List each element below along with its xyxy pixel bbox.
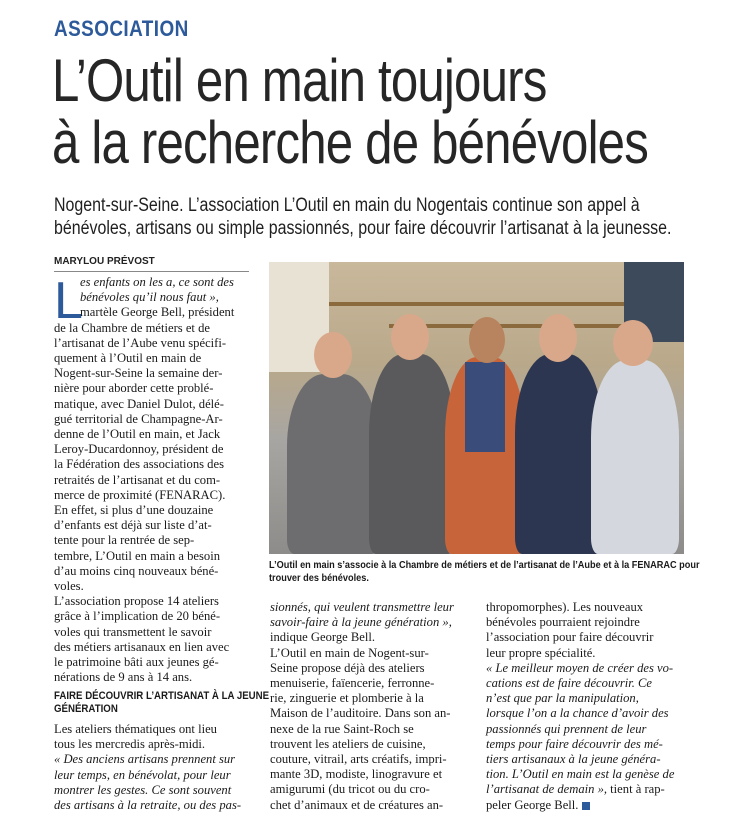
- photo-shirt: [465, 362, 505, 452]
- text-run: l’artisanat de l’Aube venu spécifi-: [54, 335, 227, 350]
- text-run: indique George Bell.: [270, 630, 376, 645]
- text-line: [486, 767, 684, 782]
- text-run: voles qui transmettent le savoir: [54, 624, 212, 639]
- photo-person: [369, 354, 455, 554]
- text-run: tion. L’Outil en main est la genèse de: [486, 767, 675, 782]
- text-line: [486, 798, 684, 813]
- text-run: des métiers artisanaux en lien avec: [54, 639, 230, 654]
- text-line: [270, 646, 467, 661]
- text-run: n’est que par la manipulation,: [486, 691, 639, 706]
- text-line: [486, 676, 684, 691]
- photo-person: [591, 360, 679, 554]
- text-run: grâce à l’implication de 20 béné-: [54, 609, 221, 624]
- text-line: [54, 594, 249, 609]
- subheading-line-1: FAIRE DÉCOUVRIR L’ARTISANAT À LA JEUNE: [54, 690, 270, 702]
- headline: [52, 47, 649, 176]
- text-run: amigurumi (du tricot ou du cro-: [270, 782, 430, 797]
- text-line: [54, 752, 249, 767]
- text-line: [54, 670, 249, 685]
- lede: [54, 194, 692, 240]
- text-run: montrer les gestes. Ce sont souvent: [54, 782, 232, 797]
- text-line: [486, 722, 684, 737]
- text-run: bénévoles pourraient rejoindre: [486, 615, 640, 630]
- text-run: matique, avec Daniel Dulot, délé-: [54, 396, 224, 411]
- text-line: [486, 737, 684, 752]
- text-run: trouvent les ateliers de cuisine,: [270, 736, 426, 751]
- text-line: [54, 625, 249, 640]
- text-line: [270, 676, 467, 691]
- headline-line-1: L’Outil en main toujours: [52, 47, 547, 114]
- text-line: [270, 752, 467, 767]
- text-run: quement à l’Outil en main de: [54, 351, 202, 366]
- photo-person-head: [469, 317, 505, 363]
- photo-person: [287, 374, 379, 554]
- text-run: l’artisanat de demain »,: [486, 782, 608, 797]
- lede-line-1: Nogent-sur-Seine. L’association L’Outil en main du Nogentais continue son appel à: [54, 195, 640, 216]
- text-line: [54, 798, 249, 813]
- text-run: L’association propose 14 ateliers: [54, 594, 219, 609]
- text-run: leur propre spécialité.: [486, 645, 596, 660]
- text-run: gué territorial de Champagne-Ar-: [54, 411, 223, 426]
- text-run: lorsque l’on a la chance d’avoir des: [486, 706, 669, 721]
- text-line: [486, 782, 684, 797]
- drop-cap: L: [54, 272, 83, 330]
- text-line: [486, 615, 684, 630]
- text-run: martèle George Bell, président: [80, 305, 235, 320]
- column-3: [486, 600, 684, 813]
- text-run: tient à rap-: [607, 782, 665, 797]
- lede-line-2: bénévoles, artisans ou simple passionnés, pour faire découvrir l’artisanat à la jeunesse.: [54, 218, 672, 239]
- text-line: [54, 321, 249, 336]
- photo-person-head: [613, 320, 653, 366]
- text-run: bénévoles qu’il nous faut »,: [80, 290, 219, 305]
- text-line: [54, 412, 249, 427]
- text-run: Leroy-Ducardonnoy, président de: [54, 442, 224, 457]
- text-line: [270, 767, 467, 782]
- text-line: [54, 488, 249, 503]
- text-run: cations est de faire découvrir. Ce: [486, 676, 653, 691]
- text-run: d’enfants est déjà sur liste d’at-: [54, 518, 212, 533]
- column-1-continued: [54, 722, 249, 813]
- text-line: [270, 600, 467, 615]
- text-line: [486, 752, 684, 767]
- text-run: passionnés qui prennent de leur: [486, 721, 647, 736]
- caption-line-1: L’Outil en main s’associe à la Chambre de métiers et de l’artisanat de l’Aube et à la FENARAC pour: [269, 560, 700, 571]
- text-line: [54, 722, 249, 737]
- text-line: [54, 336, 249, 351]
- text-line: [54, 549, 249, 564]
- text-line: [54, 290, 249, 305]
- text-line: [54, 473, 249, 488]
- text-run: nérations de 9 ans à 14 ans.: [54, 670, 193, 685]
- text-line: [270, 782, 467, 797]
- text-line: [54, 275, 249, 290]
- text-run: nexe de la rue Saint-Roch se: [270, 721, 414, 736]
- text-run: tiers artisanaux à la jeune généra-: [486, 752, 661, 767]
- text-line: [54, 737, 249, 752]
- text-run: temps pour faire découvrir des mé-: [486, 736, 663, 751]
- text-run: L’Outil en main de Nogent-sur-: [270, 645, 429, 660]
- text-line: [486, 630, 684, 645]
- text-run: En effet, si plus d’une douzaine: [54, 503, 214, 518]
- text-line: [54, 503, 249, 518]
- text-line: [54, 397, 249, 412]
- text-run: leur temps, en bénévolat, pour leur: [54, 767, 231, 782]
- text-run: de la Chambre de métiers et de: [54, 320, 210, 335]
- text-line: [54, 783, 249, 798]
- text-run: voles.: [54, 579, 84, 594]
- text-run: merce de proximité (FENARAC).: [54, 487, 226, 502]
- text-run: mante 3D, modiste, linogravure et: [270, 767, 443, 782]
- text-run: menuiserie, faïencerie, ferronne-: [270, 676, 435, 691]
- text-run: sionnés, qui veulent transmettre leur: [270, 600, 454, 614]
- text-line: [270, 737, 467, 752]
- column-2: [270, 600, 467, 813]
- text-line: [54, 579, 249, 594]
- headline-line-2: à la recherche de bénévoles: [52, 109, 649, 176]
- photo-shelf: [269, 302, 684, 306]
- text-run: peler George Bell.: [486, 797, 579, 812]
- text-line: [270, 630, 467, 645]
- text-run: Nogent-sur-Seine la semaine der-: [54, 366, 223, 381]
- text-line: [54, 564, 249, 579]
- text-run: nière pour aborder cette problé-: [54, 381, 214, 396]
- text-line: [270, 722, 467, 737]
- text-run: chet d’animaux et de créatures an-: [270, 797, 444, 812]
- text-run: des artisans à la retraite, ou des pas-: [54, 798, 242, 813]
- text-line: [54, 533, 249, 548]
- text-run: rie, zinguerie et plomberie à la: [270, 691, 424, 706]
- photo-person-head: [314, 332, 352, 378]
- text-run: couture, vitrail, arts créatifs, impri-: [270, 752, 447, 767]
- text-line: [486, 661, 684, 676]
- text-run: savoir-faire à la jeune génération »,: [270, 615, 452, 630]
- text-run: d’au moins cinq nouveaux béné-: [54, 563, 219, 578]
- text-line: [486, 646, 684, 661]
- text-line: [270, 798, 467, 813]
- text-line: [486, 691, 684, 706]
- text-line: [270, 661, 467, 676]
- text-line: [54, 457, 249, 472]
- text-line: [54, 640, 249, 655]
- photo-person-head: [539, 314, 577, 362]
- article-photo: [269, 262, 684, 554]
- caption-line-2: trouver des bénévoles.: [269, 573, 369, 584]
- text-run: « Le meilleur moyen de créer des vo-: [486, 660, 674, 675]
- text-run: la Fédération des associations des: [54, 457, 224, 472]
- text-line: [270, 691, 467, 706]
- text-run: « Des anciens artisans prennent sur: [54, 752, 236, 767]
- photo-person: [515, 354, 603, 554]
- text-line: [54, 518, 249, 533]
- text-run: Les ateliers thématiques ont lieu: [54, 722, 217, 736]
- text-line: [54, 655, 249, 670]
- text-line: [486, 600, 684, 615]
- text-line: [54, 366, 249, 381]
- text-line: [486, 706, 684, 721]
- text-run: denne de l’Outil en main, et Jack: [54, 427, 221, 442]
- text-run: retraités de l’artisanat et du com-: [54, 472, 221, 487]
- text-run: tembre, L’Outil en main a besoin: [54, 548, 221, 563]
- section-kicker: ASSOCIATION: [54, 16, 189, 41]
- text-run: tous les mercredis après-midi.: [54, 737, 206, 752]
- text-run: thropomorphes). Les nouveaux: [486, 600, 644, 614]
- text-run: le patrimoine bâti aux jeunes gé-: [54, 655, 219, 670]
- text-line: [54, 381, 249, 396]
- text-run: tente pour la rentrée de sep-: [54, 533, 195, 548]
- text-line: [54, 442, 249, 457]
- byline: MARYLOU PRÉVOST: [54, 256, 249, 272]
- text-line: [54, 305, 249, 320]
- text-line: [54, 609, 249, 624]
- text-run: es enfants on les a, ce sont des: [80, 275, 234, 289]
- text-run: Maison de l’auditoire. Dans son an-: [270, 706, 451, 721]
- photo-caption: [269, 559, 700, 585]
- text-line: [54, 427, 249, 442]
- text-line: [270, 706, 467, 721]
- subheading: [54, 690, 270, 716]
- text-run: Seine propose déjà des ateliers: [270, 660, 425, 675]
- column-1: [54, 272, 249, 685]
- text-line: [54, 351, 249, 366]
- subheading-line-2: GÉNÉRATION: [54, 703, 118, 715]
- text-line: [270, 615, 467, 630]
- text-run: l’association pour faire découvrir: [486, 630, 654, 645]
- end-of-article-square-icon: [582, 802, 590, 810]
- photo-person-head: [391, 314, 429, 360]
- text-line: [54, 768, 249, 783]
